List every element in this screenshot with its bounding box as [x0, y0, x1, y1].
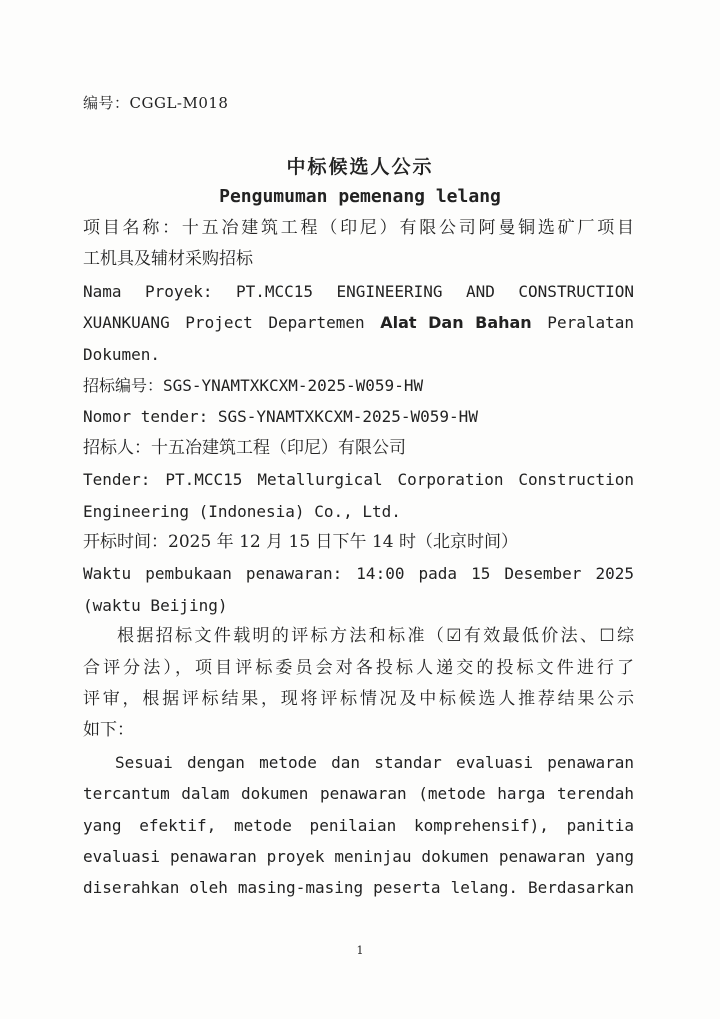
paragraph-id-line-4: evaluasi penawaran proyek meninjau dokumen penawaran yang — [83, 846, 634, 866]
paragraph-cn-line-1: 根据招标文件载明的评标方法和标准（☑有效最低价法、☐综 — [117, 626, 634, 647]
tenderer-id-line-2: Engineering (Indonesia) Co., Ltd. — [83, 501, 401, 521]
page-number: 1 — [356, 944, 364, 957]
title-indonesian: Pengumuman pemenang lelang — [219, 186, 501, 207]
tenderer-cn: 招标人：十五冶建筑工程（印尼）有限公司 — [83, 437, 406, 458]
paragraph-id-line-3: yang efektif, metode penilaian komprehensif), panitia — [83, 815, 634, 835]
project-name-id-part-c: Peralatan — [531, 313, 634, 333]
opening-time-id-line-1: Waktu pembukaan penawaran: 14:00 pada 15 Desember 2025 — [83, 564, 634, 584]
document-code: 编号：CGGL-M018 — [83, 94, 229, 112]
project-name-id-part-a: XUANKUANG Project Departemen — [83, 313, 381, 333]
paragraph-cn-line-3: 评审，根据评标结果，现将评标情况及中标候选人推荐结果公示 — [83, 688, 634, 709]
project-name-id-line-3: Dokumen. — [83, 344, 161, 364]
paragraph-id-line-2: tercantum dalam dokumen penawaran (metode harga terendah — [83, 784, 634, 804]
opening-time-cn: 开标时间：2025 年 12 月 15 日下午 14 时（北京时间） — [83, 532, 518, 552]
project-name-id-line-2 — [83, 307, 634, 338]
tender-number-id: Nomor tender: SGS-YNAMTXKCXM-2025-W059-HW — [83, 407, 478, 427]
tender-number-cn: 招标编号：SGS-YNAMTXKCXM-2025-W059-HW — [83, 375, 424, 395]
project-name-id-line-1: Nama Proyek: PT.MCC15 ENGINEERING AND CONSTRUCTION — [83, 281, 634, 301]
opening-time-id-line-2: (waktu Beijing) — [83, 595, 228, 615]
title-chinese: 中标候选人公示 — [286, 156, 434, 178]
document-body — [83, 213, 634, 904]
paragraph-cn-line-4: 如下： — [83, 720, 134, 741]
project-name-id-bold: Alat Dan Bahan — [380, 313, 532, 333]
project-name-cn-line-2: 工机具及辅材采购招标 — [83, 249, 253, 270]
paragraph-cn-line-2: 合评分法），项目评标委员会对各投标人递交的投标文件进行了 — [83, 657, 634, 678]
paragraph-id-line-1: Sesuai dengan metode dan standar evaluasi penawaran — [115, 752, 634, 772]
project-name-cn-line-1: 项目名称：十五冶建筑工程（印尼）有限公司阿曼铜选矿厂项目 — [83, 218, 634, 238]
paragraph-id-line-5: diserahkan oleh masing-masing peserta lelang. Berdasarkan — [83, 878, 634, 898]
tenderer-id-line-1: Tender: PT.MCC15 Metallurgical Corporation Construction — [83, 470, 634, 490]
